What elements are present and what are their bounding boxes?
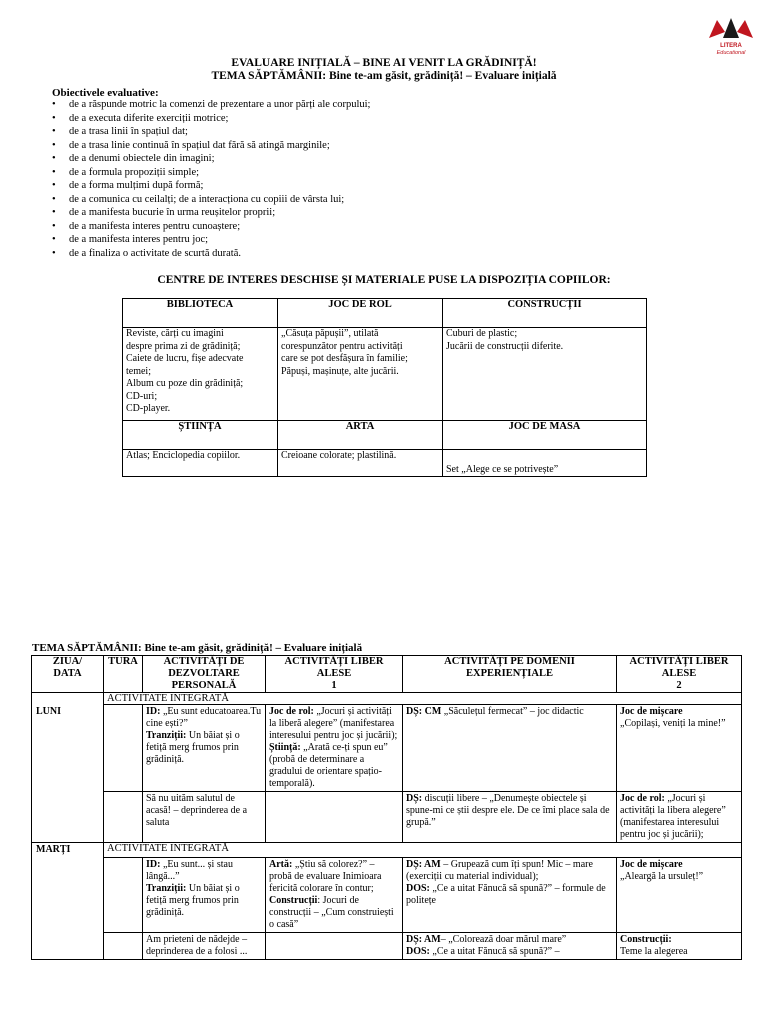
header-line: ACTIVITĂȚI DE bbox=[163, 656, 245, 667]
integrated-activity-label: ACTIVITATE INTEGRATĂ bbox=[104, 843, 742, 858]
monday-ala2-2 bbox=[617, 792, 742, 843]
header-ala1 bbox=[266, 656, 403, 693]
header-line: ZIUA/ bbox=[52, 656, 83, 667]
cell-line: corespunzător pentru activități bbox=[281, 340, 403, 352]
day-marti: MARȚI bbox=[32, 843, 104, 858]
tuesday-ade-2 bbox=[403, 932, 617, 959]
cell-text: „Arată ce-ți spun eu” (probă de determinare a gradului de orientare spațio-temporală). bbox=[269, 742, 388, 789]
objective-item: • de a comunica cu ceilalți; de a interacționa cu copiii de vârsta lui; bbox=[52, 193, 370, 207]
tuesday-ala1-2 bbox=[266, 932, 403, 959]
monday-ade-1 bbox=[403, 705, 617, 792]
header-ala2 bbox=[617, 656, 742, 693]
bold-label: DȘ: CM bbox=[406, 706, 442, 717]
day-cell-empty bbox=[32, 932, 104, 959]
day-cell-empty bbox=[32, 693, 104, 705]
cell-text: „Ce a uitat Fănucă să spună?” – bbox=[429, 945, 560, 957]
monday-adp-2: Să nu uităm salutul de acasă! – deprinderea de a saluta bbox=[143, 792, 266, 843]
bold-label: DOS: bbox=[406, 945, 430, 957]
objective-item: • de a trasa linie continuă în spațiul dat fără să atingă marginile; bbox=[52, 139, 370, 153]
bold-label: DȘ: bbox=[406, 793, 423, 804]
tuesday-ala2-1 bbox=[617, 857, 742, 932]
bold-label: Tranziții: bbox=[146, 730, 187, 741]
cell-text: „Ce a uitat Fănucă să spună?” – formule de politețe bbox=[406, 882, 606, 906]
header-adp bbox=[143, 656, 266, 693]
cell-text: Teme la alegerea bbox=[620, 945, 688, 957]
objective-item: • de a răspunde motric la comenzi de prezentare a unor părți ale corpului; bbox=[52, 98, 370, 112]
centres-table bbox=[122, 298, 647, 477]
monday-ade-2 bbox=[403, 792, 617, 843]
objective-item: • de a denumi obiectele din imagini; bbox=[52, 152, 370, 166]
tura-cell bbox=[104, 792, 143, 843]
bold-label: ID: bbox=[146, 858, 161, 870]
objective-item: • de a manifesta interes pentru joc; bbox=[52, 233, 370, 247]
cell-text: : Jocuri de construcții – „Cum construiești o casă” bbox=[269, 894, 394, 930]
cell-text: „Știu să colorez?” – probă de evaluare Inimioara fericită colorare în contur; bbox=[269, 858, 382, 894]
bold-label: DȘ: AM bbox=[406, 933, 441, 945]
header-line: EXPERIENȚIALE bbox=[466, 668, 553, 679]
bold-label: Artă: bbox=[269, 858, 293, 870]
tuesday-row-2 bbox=[32, 932, 742, 959]
cell-text: Un băiat și o fetiță merg frumos prin grădiniță. bbox=[146, 730, 240, 765]
bold-label: Construcții: bbox=[620, 933, 672, 945]
monday-ala1-2 bbox=[266, 792, 403, 843]
tuesday-adp-1 bbox=[143, 857, 266, 932]
bold-label: Tranziții: bbox=[146, 882, 187, 894]
header-line: ACTIVITĂȚI LIBER bbox=[284, 656, 384, 667]
centre-header-arta: ARTA bbox=[278, 421, 443, 450]
objectives-heading: Obiectivele evaluative: bbox=[52, 87, 159, 99]
header-line: ACTIVITĂȚI PE DOMENII bbox=[444, 656, 575, 667]
cell-line: Caiete de lucru, fișe adecvate bbox=[126, 353, 244, 364]
tuesday-ala2-2 bbox=[617, 932, 742, 959]
logo-brand: LITERA bbox=[720, 43, 742, 49]
tura-cell bbox=[104, 932, 143, 959]
bold-label: Joc de mișcare bbox=[620, 706, 683, 717]
cell-line: Păpuși, mașinuțe, alte jucării. bbox=[281, 365, 399, 377]
cell-line: care se pot desfășura în familie; bbox=[281, 353, 408, 364]
cell-text: „Săculețul fermecat” – joc didactic bbox=[441, 706, 584, 717]
weekly-schedule-table bbox=[31, 655, 742, 960]
cell-text: „Eu sunt... și stau lângă...” bbox=[146, 858, 233, 882]
page-subtitle bbox=[0, 70, 768, 83]
header-line: ALESE bbox=[316, 668, 352, 679]
day-cell-empty bbox=[32, 792, 104, 843]
bold-label: Joc de rol: bbox=[269, 706, 314, 717]
monday-integrated-row bbox=[32, 693, 742, 705]
centre-header-constructii: CONSTRUCȚII bbox=[443, 299, 647, 328]
header-line: ALESE bbox=[661, 668, 697, 679]
page-title: EVALUARE INIȚIALĂ – BINE AI VENIT LA GRĂDINIȚĂ! bbox=[231, 57, 537, 69]
monday-ala1-1 bbox=[266, 705, 403, 792]
tura-cell bbox=[104, 705, 143, 792]
day-luni: LUNI bbox=[32, 705, 104, 792]
cell-text: Un băiat și o fetiță merg frumos prin grădiniță. bbox=[146, 882, 240, 918]
subtitle-label: TEMA SĂPTĂMÂNII: bbox=[211, 70, 327, 82]
objective-item: • de a trasa linii în spațiul dat; bbox=[52, 125, 370, 139]
centre-header-joc-de-rol: JOC DE ROL bbox=[278, 299, 443, 328]
bold-label: Joc de mișcare bbox=[620, 858, 683, 870]
cell-line: Album cu poze din grădiniță; bbox=[126, 378, 244, 389]
tuesday-ade-1 bbox=[403, 857, 617, 932]
monday-row-1 bbox=[32, 705, 742, 792]
bold-label: DOS: bbox=[406, 882, 430, 894]
cell-line: Cuburi de plastic; bbox=[446, 328, 518, 339]
cell-text: „Jocuri și activități la libera alegere” (manifestarea interesului pentru joc și jucării); bbox=[620, 793, 726, 840]
objective-item: • de a manifesta interes pentru cunoaștere; bbox=[52, 220, 370, 234]
bold-label: DȘ: AM bbox=[406, 858, 441, 870]
cell-line: temei; bbox=[126, 365, 151, 377]
objective-item: • de a manifesta bucurie în urma reușitelor proprii; bbox=[52, 206, 370, 220]
centre-cell-joc-de-rol bbox=[278, 328, 443, 421]
day-cell-empty bbox=[32, 857, 104, 932]
centre-cell-stiinta: Atlas; Enciclopedia copiilor. bbox=[123, 450, 278, 477]
header-line: 1 bbox=[331, 680, 337, 691]
header-line: ACTIVITĂȚI LIBER bbox=[629, 656, 729, 667]
tuesday-adp-2: Am prieteni de nădejde – deprinderea de a folosi ... bbox=[143, 932, 266, 959]
centre-header-joc-de-masa: JOC DE MASA bbox=[443, 421, 647, 450]
centre-header-biblioteca: BIBLIOTECA bbox=[123, 299, 278, 328]
bold-label: Știință: bbox=[269, 742, 301, 753]
litera-logo-mark bbox=[705, 14, 757, 44]
centre-cell-constructii bbox=[443, 328, 647, 421]
cell-text: – Grupează cum îți spun! Mic – mare (exerciții cu material individual); bbox=[406, 858, 593, 882]
objective-item: • de a finaliza o activitate de scurtă durată. bbox=[52, 247, 370, 261]
header-line: DEZVOLTARE bbox=[168, 668, 240, 679]
centre-header-stiinta: ȘTIINȚA bbox=[123, 421, 278, 450]
subtitle-text: Bine te-am găsit, grădiniță! – Evaluare inițială bbox=[326, 70, 557, 82]
cell-line: CD-uri; bbox=[126, 390, 158, 402]
logo-text bbox=[705, 43, 757, 57]
schedule-title bbox=[32, 642, 362, 655]
centre-cell-arta: Creioane colorate; plastilină. bbox=[278, 450, 443, 477]
header-ade bbox=[403, 656, 617, 693]
objective-item: • de a executa diferite exerciții motrice; bbox=[52, 112, 370, 126]
schedule-header-row bbox=[32, 656, 742, 693]
monday-ala2-1 bbox=[617, 705, 742, 792]
cell-text: „Aleargă la ursuleț!” bbox=[620, 870, 704, 882]
cell-text: discuții libere – „Denumește obiectele și spune-mi ce știi despre ele. De ce îmi place sala de grupă.” bbox=[406, 793, 610, 828]
objective-item: • de a formula propoziții simple; bbox=[52, 166, 370, 180]
bold-label: Joc de rol: bbox=[620, 793, 665, 804]
header-tura: TURA bbox=[104, 656, 143, 693]
objectives-list bbox=[52, 98, 370, 260]
cell-text: – „Colorează doar mărul mare” bbox=[440, 933, 567, 945]
monday-row-2 bbox=[32, 792, 742, 843]
cell-line: Reviste, cărți cu imagini bbox=[126, 328, 224, 339]
integrated-activity-label: ACTIVITATE INTEGRATĂ bbox=[104, 693, 742, 705]
cell-line: CD-player. bbox=[126, 403, 171, 414]
cell-text: „Copilași, veniți la mine!” bbox=[620, 718, 726, 729]
tuesday-row-1 bbox=[32, 857, 742, 932]
objective-item: • de a forma mulțimi după formă; bbox=[52, 179, 370, 193]
cell-text: „Eu sunt educatoarea.Tu cine ești?” bbox=[146, 706, 262, 729]
header-day bbox=[32, 656, 104, 693]
schedule-title-text: Bine te-am găsit, grădiniță! – Evaluare inițială bbox=[141, 642, 363, 654]
cell-text: „Jocuri și activități la liberă alegere” (manifestarea interesului pentru joc și jucării); bbox=[269, 706, 398, 741]
centre-cell-joc-de-masa: Set „Alege ce se potrivește” bbox=[443, 450, 647, 477]
centre-cell-biblioteca bbox=[123, 328, 278, 421]
tuesday-integrated-row bbox=[32, 843, 742, 858]
header-line: DATA bbox=[53, 668, 82, 679]
tuesday-ala1-1 bbox=[266, 857, 403, 932]
centres-heading: CENTRE DE INTERES DESCHISE ȘI MATERIALE PUSE LA DISPOZIȚIA COPIILOR: bbox=[157, 274, 611, 286]
cell-line: despre prima zi de grădiniță; bbox=[126, 340, 241, 352]
bold-label: ID: bbox=[146, 706, 161, 717]
header-line: PERSONALĂ bbox=[171, 680, 237, 691]
cell-line: Jucării de construcții diferite. bbox=[446, 340, 564, 352]
logo-sub: Educational bbox=[716, 50, 746, 56]
schedule-title-label: TEMA SĂPTĂMÂNII: bbox=[32, 642, 142, 654]
bold-label: Construcții bbox=[269, 894, 318, 906]
cell-line: „Căsuța păpușii”, utilată bbox=[281, 328, 379, 339]
header-line: 2 bbox=[676, 680, 682, 691]
monday-adp-1 bbox=[143, 705, 266, 792]
tura-cell bbox=[104, 857, 143, 932]
